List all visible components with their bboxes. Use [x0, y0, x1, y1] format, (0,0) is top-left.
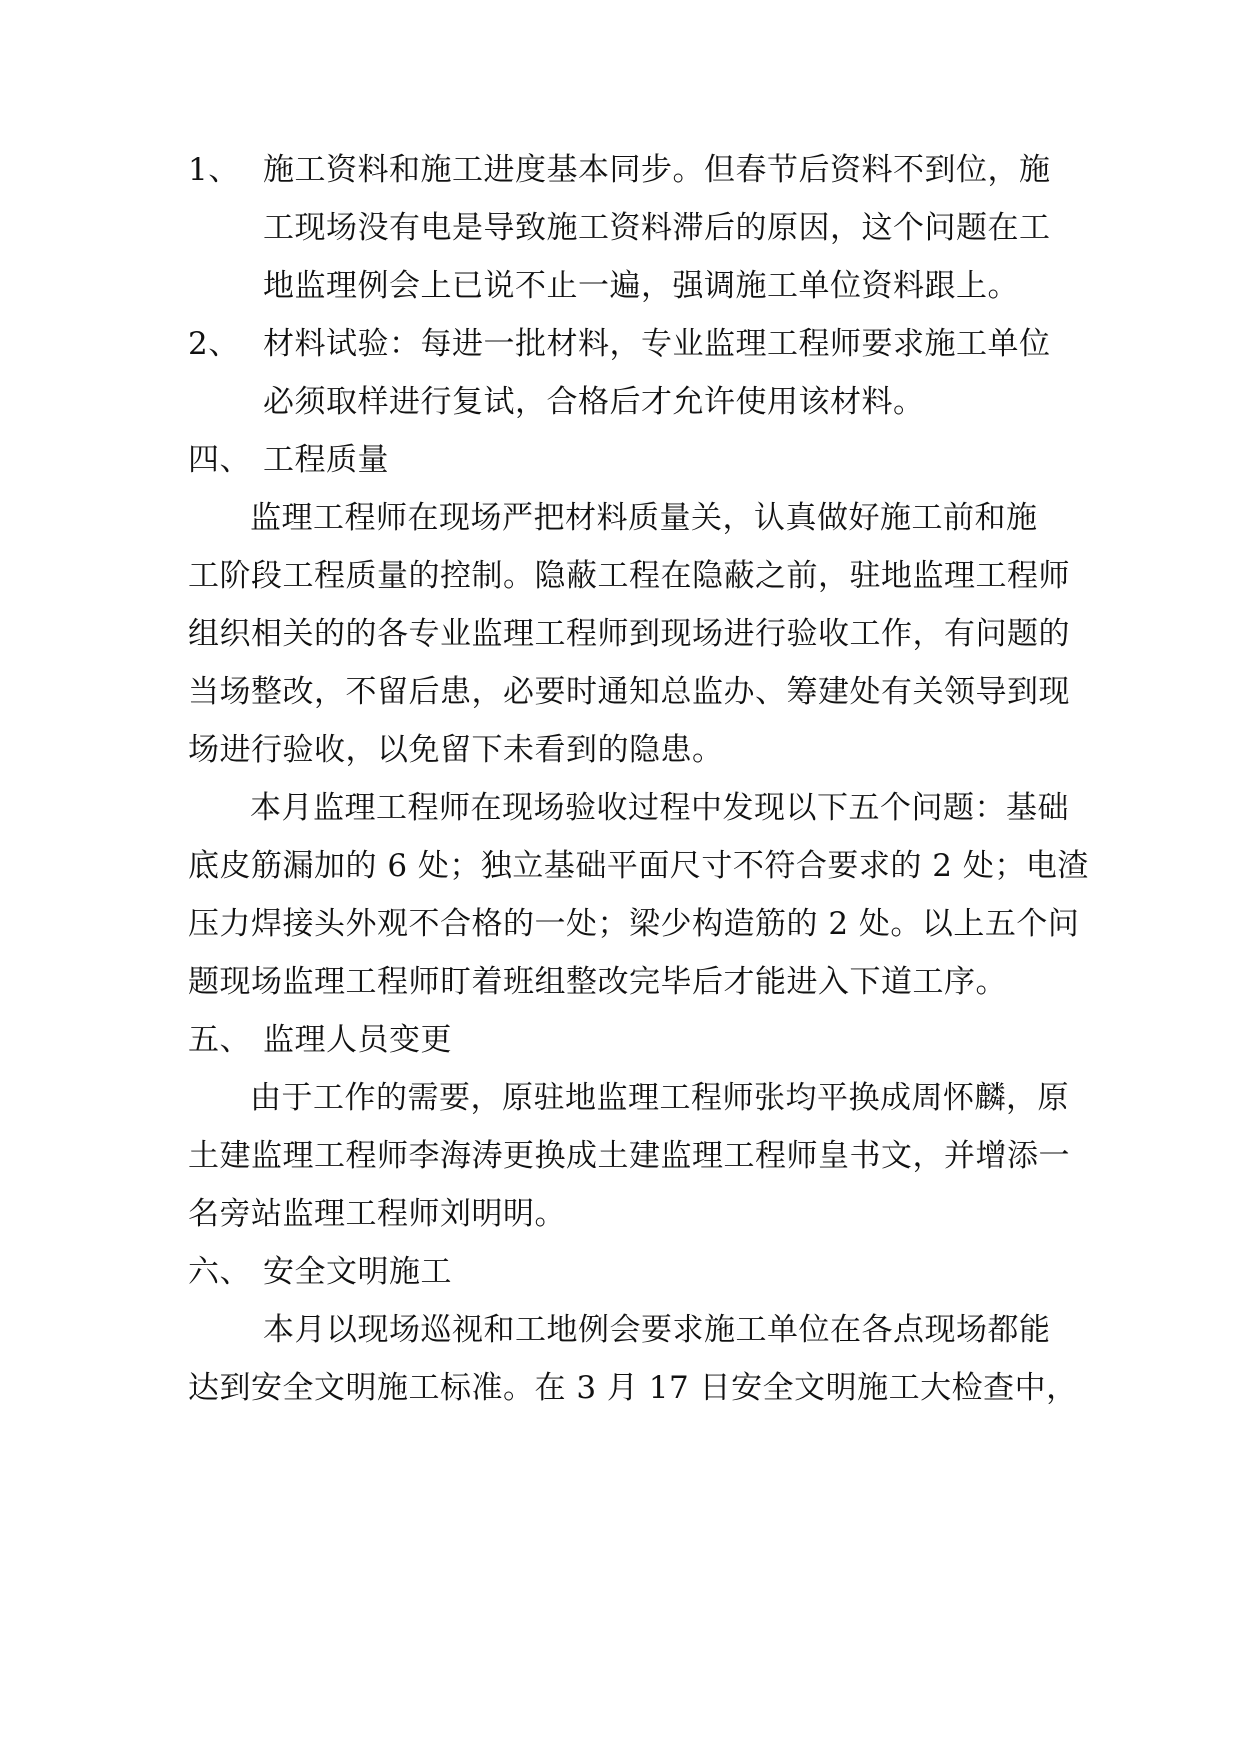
section-4-para-1-line-5: 场进行验收，以免留下未看到的隐患。: [188, 732, 724, 768]
item-1-line-3: 地监理例会上已说不止一遍，强调施工单位资料跟上。: [263, 268, 1019, 304]
section-4-para-2-line-2: 底皮筋漏加的 6 处；独立基础平面尺寸不符合要求的 2 处；电渣: [188, 848, 1089, 884]
section-4-para-2-line-4: 题现场监理工程师盯着班组整改完毕后才能进入下道工序。: [188, 964, 1007, 1000]
section-4-number: 四、: [188, 442, 251, 478]
section-4-para-1-line-1: 监理工程师在现场严把材料质量关，认真做好施工前和施: [250, 500, 1038, 536]
section-5-para-line-2: 土建监理工程师李海涛更换成土建监理工程师皇书文，并增添一: [188, 1138, 1070, 1174]
item-1-line-2: 工现场没有电是导致施工资料滞后的原因，这个问题在工: [263, 210, 1051, 246]
section-6-number: 六、: [188, 1254, 251, 1290]
section-5-title: 监理人员变更: [263, 1022, 452, 1058]
section-5-number: 五、: [188, 1022, 251, 1058]
item-2-line-2: 必须取样进行复试，合格后才允许使用该材料。: [263, 384, 925, 420]
item-2-number: 2、: [188, 326, 240, 362]
item-2-line-1: 材料试验：每进一批材料，专业监理工程师要求施工单位: [263, 326, 1051, 362]
item-1-number: 1、: [188, 152, 240, 188]
section-4-para-1-line-3: 组织相关的的各专业监理工程师到现场进行验收工作，有问题的: [188, 616, 1070, 652]
section-6-para-line-1: 本月以现场巡视和工地例会要求施工单位在各点现场都能: [263, 1312, 1051, 1348]
section-5-para-line-1: 由于工作的需要，原驻地监理工程师张均平换成周怀麟，原: [250, 1080, 1069, 1116]
section-4-para-2-line-3: 压力焊接头外观不合格的一处；梁少构造筋的 2 处。以上五个问: [188, 906, 1080, 942]
section-5-para-line-3: 名旁站监理工程师刘明明。: [188, 1196, 566, 1232]
section-6-para-line-2: 达到安全文明施工标准。在 3 月 17 日安全文明施工大检查中，: [188, 1370, 1078, 1406]
section-6-title: 安全文明施工: [263, 1254, 452, 1290]
item-1-line-1: 施工资料和施工进度基本同步。但春节后资料不到位，施: [263, 152, 1051, 188]
section-4-para-2-line-1: 本月监理工程师在现场验收过程中发现以下五个问题：基础: [250, 790, 1069, 826]
section-4-para-1-line-4: 当场整改，不留后患，必要时通知总监办、筹建处有关领导到现: [188, 674, 1070, 710]
section-4-para-1-line-2: 工阶段工程质量的控制。隐蔽工程在隐蔽之前，驻地监理工程师: [188, 558, 1070, 594]
section-4-title: 工程质量: [263, 442, 389, 478]
